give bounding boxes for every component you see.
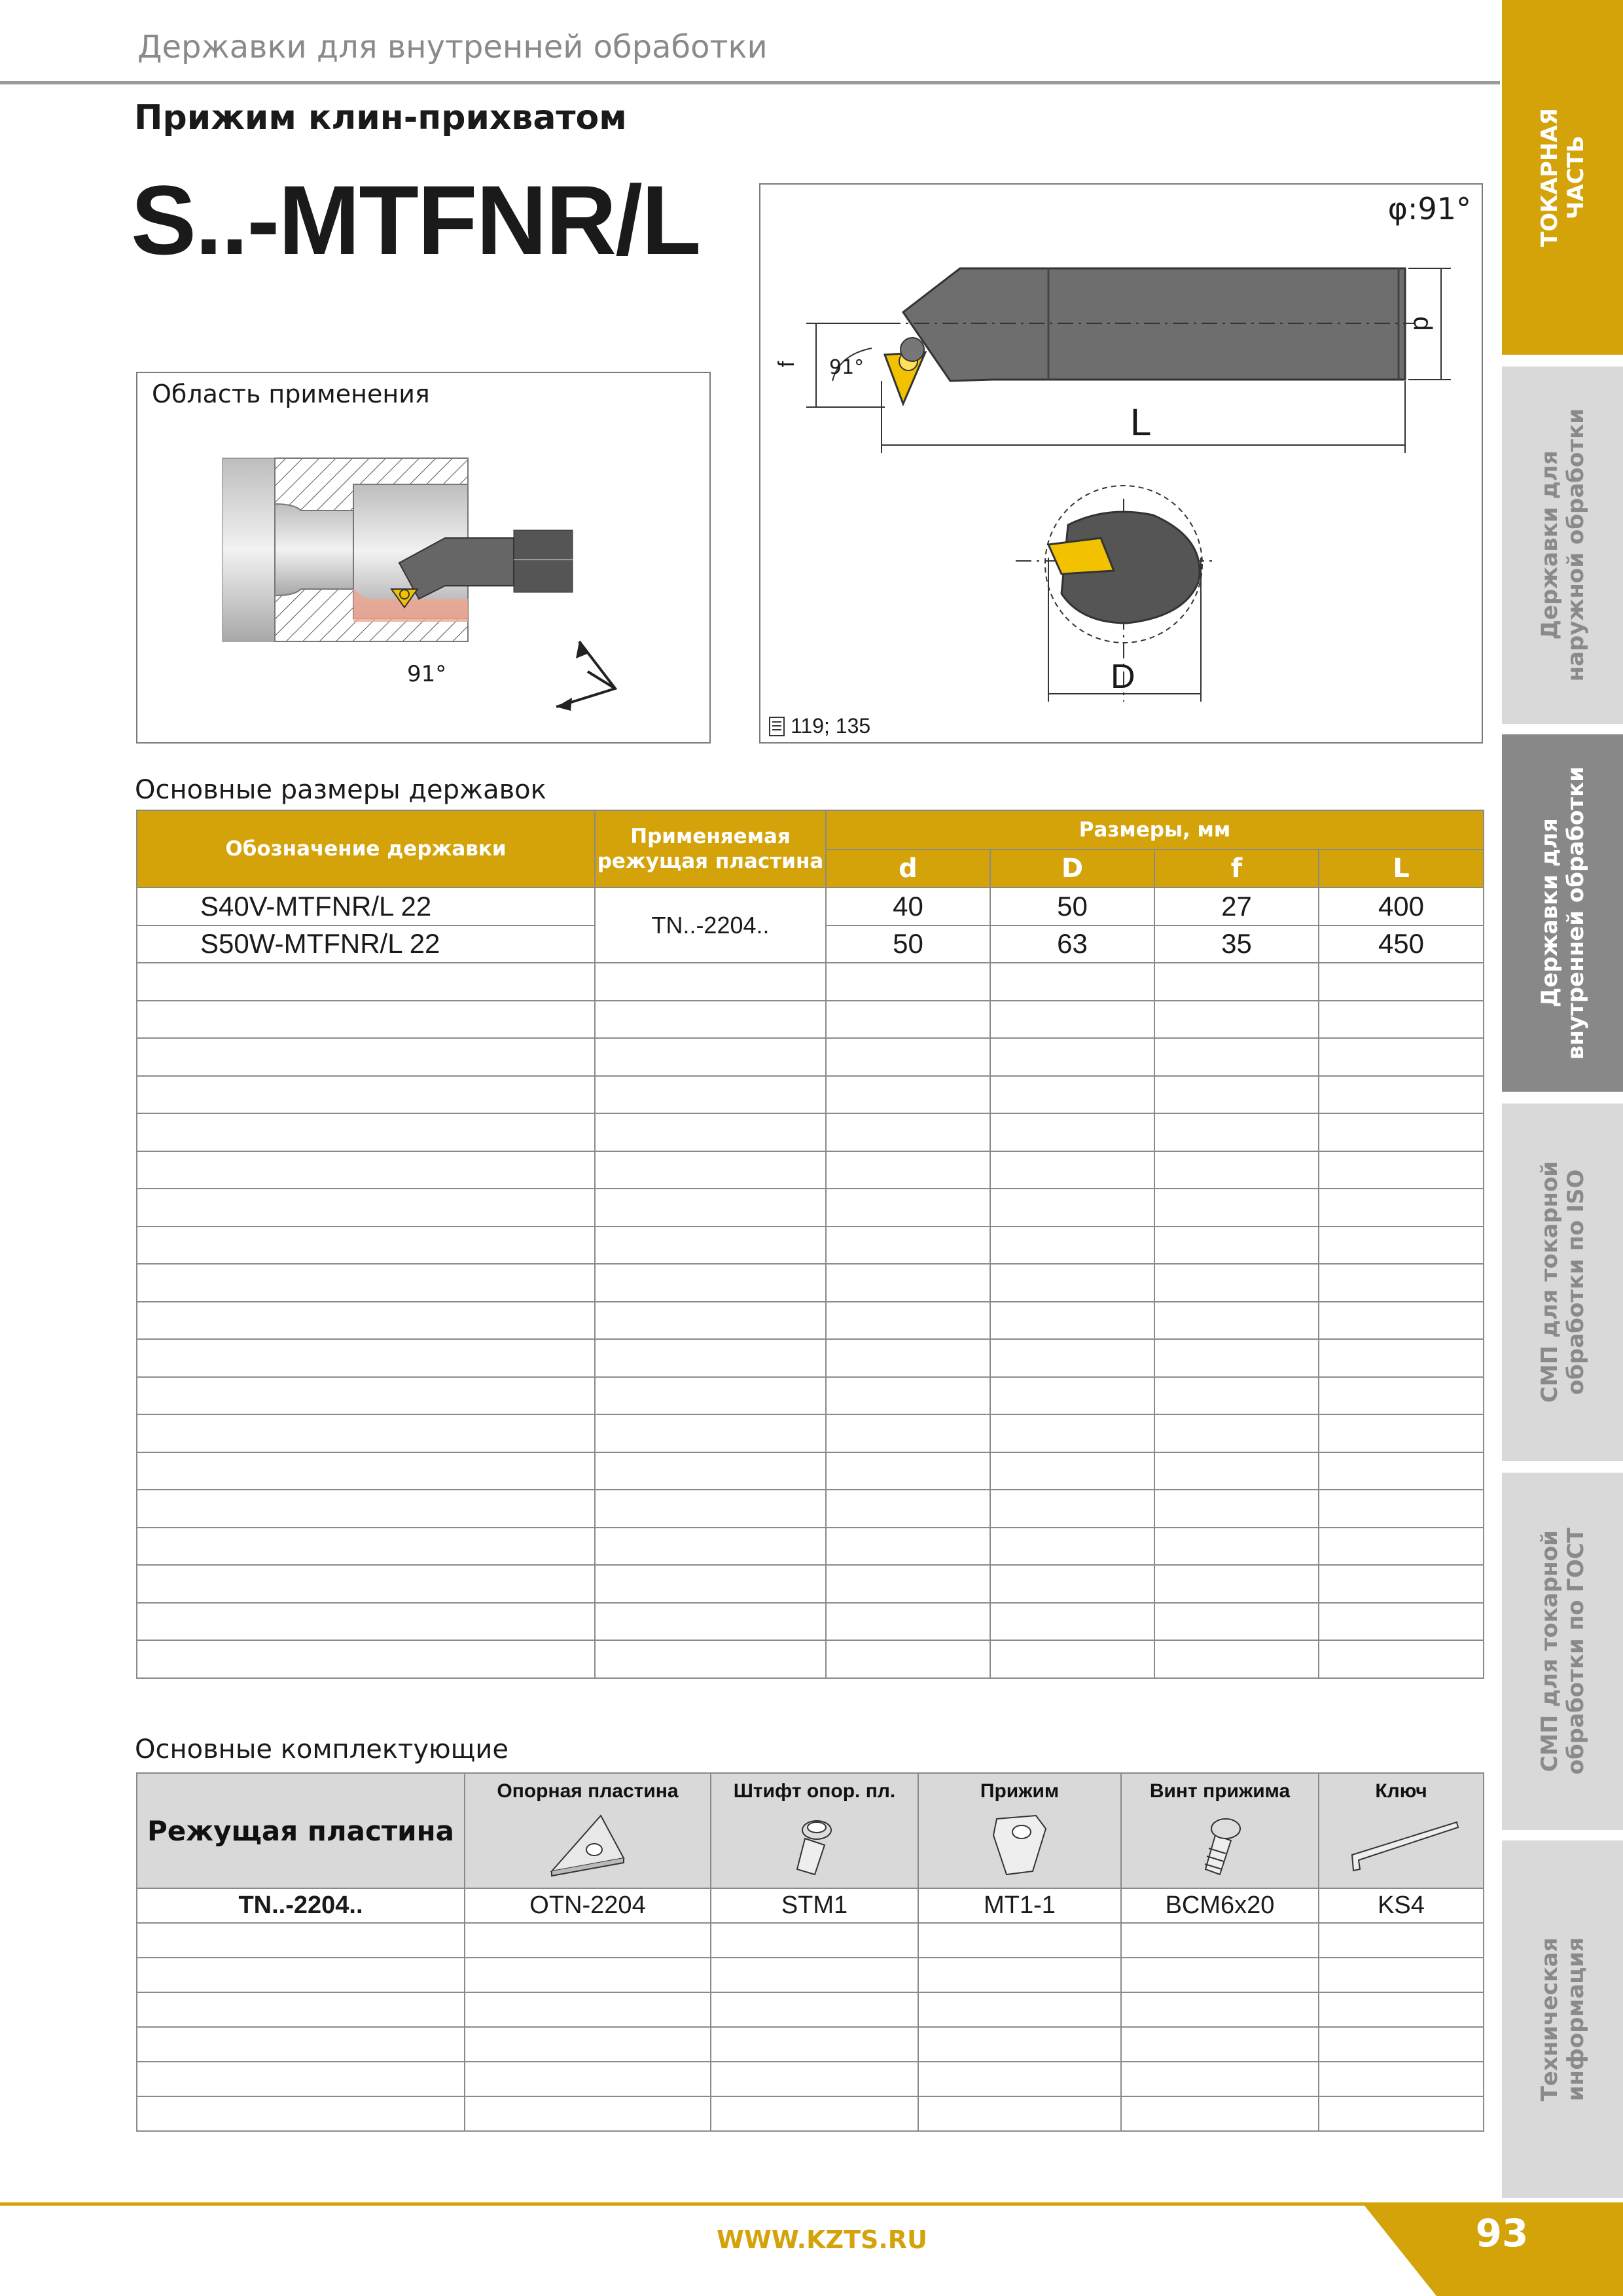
empty-cell	[1154, 1264, 1319, 1302]
empty-table-row	[137, 1113, 1484, 1151]
empty-cell	[1121, 2062, 1319, 2096]
document-icon	[768, 716, 785, 737]
empty-cell	[595, 1189, 826, 1227]
empty-cell	[826, 1528, 990, 1566]
empty-cell	[595, 1302, 826, 1340]
dimension-L-label: L	[1130, 401, 1152, 444]
empty-cell	[137, 1565, 595, 1603]
L-cell: 450	[1319, 925, 1484, 963]
empty-cell	[1319, 1992, 1484, 2027]
empty-cell	[1319, 1640, 1484, 1678]
empty-cell	[990, 1565, 1154, 1603]
empty-cell	[1319, 1414, 1484, 1452]
d-cell: 50	[826, 925, 990, 963]
application-area-box	[136, 372, 711, 744]
empty-cell	[1121, 1923, 1319, 1958]
empty-cell	[990, 1339, 1154, 1377]
empty-cell	[990, 1264, 1154, 1302]
empty-cell	[711, 2062, 918, 2096]
empty-cell	[826, 1302, 990, 1340]
insert-cell: TN..-2204..	[137, 1888, 465, 1923]
dimensions-table	[136, 810, 1484, 1679]
empty-cell	[990, 1189, 1154, 1227]
empty-cell	[990, 1001, 1154, 1039]
empty-cell	[1319, 1490, 1484, 1528]
empty-cell	[1121, 1992, 1319, 2027]
empty-table-row	[137, 1528, 1484, 1566]
side-tab-label: Державки для наружной обработки	[1536, 408, 1589, 682]
empty-cell	[826, 1452, 990, 1490]
empty-cell	[137, 1377, 595, 1415]
empty-cell	[137, 1001, 595, 1039]
empty-table-row	[137, 1151, 1484, 1189]
empty-cell	[918, 2096, 1121, 2131]
empty-cell	[465, 1923, 711, 1958]
empty-cell	[1154, 1490, 1319, 1528]
col-key-label: Ключ	[1375, 1780, 1427, 1802]
empty-table-row	[137, 963, 1484, 1001]
application-area-title: Область применения	[152, 380, 430, 408]
key-icon	[1339, 1809, 1463, 1881]
empty-cell	[1319, 1339, 1484, 1377]
empty-cell	[1154, 1227, 1319, 1265]
empty-cell	[595, 1377, 826, 1415]
col-d: d	[826, 850, 990, 888]
empty-cell	[1319, 1923, 1484, 1958]
empty-cell	[1121, 2096, 1319, 2131]
empty-cell	[826, 963, 990, 1001]
drawing-angle-label: 91°	[829, 356, 865, 379]
empty-table-row	[137, 1076, 1484, 1114]
col-shim-label: Опорная пластина	[497, 1780, 679, 1802]
empty-cell	[595, 1339, 826, 1377]
empty-cell	[465, 2027, 711, 2062]
empty-cell	[1319, 1302, 1484, 1340]
pin-cell: STM1	[711, 1888, 918, 1923]
empty-cell	[1319, 1565, 1484, 1603]
empty-cell	[826, 1640, 990, 1678]
empty-table-row	[137, 1377, 1484, 1415]
empty-cell	[137, 1151, 595, 1189]
empty-table-row	[137, 1001, 1484, 1039]
empty-cell	[595, 1603, 826, 1641]
empty-cell	[137, 1992, 465, 2027]
empty-cell	[137, 1113, 595, 1151]
side-tab-technical-info[interactable]	[1502, 1840, 1623, 2198]
empty-cell	[1319, 1377, 1484, 1415]
empty-table-row	[137, 1189, 1484, 1227]
empty-cell	[137, 2027, 465, 2062]
empty-cell	[1154, 1151, 1319, 1189]
empty-cell	[1154, 963, 1319, 1001]
header-title: Державки для внутренней обработки	[137, 29, 768, 65]
empty-cell	[595, 1076, 826, 1114]
empty-cell	[137, 1958, 465, 1992]
empty-table-row	[137, 1452, 1484, 1490]
shim-icon	[539, 1809, 637, 1881]
empty-cell	[137, 1528, 595, 1566]
empty-cell	[1154, 1339, 1319, 1377]
col-shim	[465, 1773, 711, 1888]
dimension-f-label: f	[774, 361, 800, 368]
shim-cell: OTN-2204	[465, 1888, 711, 1923]
empty-cell	[137, 1603, 595, 1641]
product-code: S..-MTFNR/L	[131, 165, 700, 275]
empty-cell	[1319, 2027, 1484, 2062]
empty-cell	[137, 1227, 595, 1265]
side-tab-external-holders[interactable]	[1502, 367, 1623, 724]
empty-cell	[826, 1565, 990, 1603]
empty-cell	[826, 1113, 990, 1151]
empty-cell	[595, 1452, 826, 1490]
empty-cell	[595, 1490, 826, 1528]
col-clamp-screw	[1121, 1773, 1319, 1888]
empty-cell	[1154, 1640, 1319, 1678]
empty-cell	[826, 1001, 990, 1039]
empty-cell	[711, 1958, 918, 1992]
approach-angle-label: φ:91°	[1387, 191, 1471, 226]
empty-cell	[137, 1414, 595, 1452]
reference-pages	[768, 714, 870, 738]
empty-cell	[1121, 2027, 1319, 2062]
empty-table-row	[137, 1958, 1484, 1992]
empty-cell	[1319, 1603, 1484, 1641]
col-cutting-insert: Режущая пластина	[137, 1773, 465, 1888]
side-tab-label: СМП для токарной обработки по ISO	[1536, 1161, 1589, 1403]
col-sizes: Размеры, мм	[826, 810, 1484, 850]
empty-cell	[595, 1414, 826, 1452]
empty-cell	[1319, 1227, 1484, 1265]
empty-table-row	[137, 1640, 1484, 1678]
empty-cell	[137, 1640, 595, 1678]
empty-cell	[826, 1490, 990, 1528]
empty-table-row	[137, 1038, 1484, 1076]
empty-cell	[1154, 1001, 1319, 1039]
clamp-icon	[984, 1809, 1056, 1881]
empty-cell	[990, 1302, 1154, 1340]
f-cell: 35	[1154, 925, 1319, 963]
d-cell: 40	[826, 888, 990, 925]
empty-cell	[595, 1038, 826, 1076]
empty-cell	[595, 1640, 826, 1678]
empty-cell	[595, 1113, 826, 1151]
empty-cell	[1319, 1264, 1484, 1302]
empty-cell	[711, 2096, 918, 2131]
empty-table-row	[137, 1603, 1484, 1641]
empty-cell	[1154, 1038, 1319, 1076]
col-pin-label: Штифт опор. пл.	[733, 1780, 896, 1802]
empty-cell	[137, 1452, 595, 1490]
empty-cell	[595, 1001, 826, 1039]
empty-table-row	[137, 2027, 1484, 2062]
col-D: D	[990, 850, 1154, 888]
empty-cell	[1154, 1414, 1319, 1452]
empty-cell	[826, 1076, 990, 1114]
application-angle-label: 91°	[407, 661, 447, 687]
empty-cell	[711, 1992, 918, 2027]
empty-cell	[1154, 1528, 1319, 1566]
empty-table-row	[137, 1565, 1484, 1603]
clamp-cell: MT1-1	[918, 1888, 1121, 1923]
empty-cell	[918, 1923, 1121, 1958]
empty-cell	[595, 1264, 826, 1302]
screw-icon	[1184, 1809, 1256, 1881]
empty-cell	[711, 1923, 918, 1958]
col-clamp-label: Прижим	[980, 1780, 1060, 1802]
empty-cell	[711, 2027, 918, 2062]
empty-cell	[595, 1227, 826, 1265]
empty-table-row	[137, 1339, 1484, 1377]
empty-cell	[1319, 1038, 1484, 1076]
empty-cell	[137, 2062, 465, 2096]
pin-icon	[779, 1809, 851, 1881]
empty-cell	[1154, 1452, 1319, 1490]
empty-cell	[1154, 1113, 1319, 1151]
empty-table-row	[137, 1992, 1484, 2027]
empty-cell	[990, 1076, 1154, 1114]
empty-cell	[826, 1414, 990, 1452]
side-tab-internal-holders[interactable]	[1502, 734, 1623, 1092]
table-row	[137, 888, 1484, 925]
empty-cell	[826, 1339, 990, 1377]
empty-cell	[1319, 1189, 1484, 1227]
empty-cell	[1319, 1151, 1484, 1189]
side-tab-turning[interactable]	[1502, 0, 1623, 355]
empty-cell	[826, 1227, 990, 1265]
empty-cell	[1319, 1528, 1484, 1566]
empty-cell	[918, 2027, 1121, 2062]
empty-cell	[826, 1377, 990, 1415]
empty-cell	[826, 1038, 990, 1076]
side-tab-label: СМП для токарной обработки по ГОСТ	[1536, 1528, 1589, 1775]
empty-cell	[465, 1992, 711, 2027]
empty-cell	[137, 1339, 595, 1377]
empty-cell	[1121, 1958, 1319, 1992]
empty-table-row	[137, 1264, 1484, 1302]
dims-table-caption: Основные размеры державок	[135, 775, 546, 805]
empty-cell	[990, 1528, 1154, 1566]
empty-table-row	[137, 1490, 1484, 1528]
empty-cell	[1154, 1076, 1319, 1114]
empty-cell	[137, 1038, 595, 1076]
parts-table-caption: Основные комплектующие	[135, 1734, 508, 1765]
side-tab-label: Техническая информация	[1536, 1937, 1589, 2102]
empty-table-row	[137, 1414, 1484, 1452]
empty-cell	[990, 1151, 1154, 1189]
empty-cell	[990, 1227, 1154, 1265]
L-cell: 400	[1319, 888, 1484, 925]
empty-cell	[918, 1992, 1121, 2027]
designation-cell: S50W-MTFNR/L 22	[137, 925, 595, 963]
empty-cell	[1154, 1377, 1319, 1415]
empty-table-row	[137, 2062, 1484, 2096]
dimension-D-label: D	[1111, 658, 1135, 696]
empty-cell	[465, 2096, 711, 2131]
technical-drawing-box	[759, 183, 1483, 744]
empty-cell	[990, 1113, 1154, 1151]
empty-table-row	[137, 1923, 1484, 1958]
empty-cell	[1319, 1001, 1484, 1039]
insert-cell: TN..-2204..	[595, 888, 826, 963]
empty-cell	[990, 1452, 1154, 1490]
empty-cell	[990, 1603, 1154, 1641]
empty-cell	[595, 1565, 826, 1603]
col-f: f	[1154, 850, 1319, 888]
D-cell: 50	[990, 888, 1154, 925]
empty-cell	[990, 1038, 1154, 1076]
empty-cell	[1154, 1302, 1319, 1340]
empty-cell	[990, 963, 1154, 1001]
col-clamp	[918, 1773, 1121, 1888]
screw-cell: BCM6x20	[1121, 1888, 1319, 1923]
f-cell: 27	[1154, 888, 1319, 925]
section-title: Прижим клин-прихватом	[134, 98, 627, 137]
empty-cell	[1319, 1452, 1484, 1490]
empty-cell	[826, 1151, 990, 1189]
empty-cell	[990, 1640, 1154, 1678]
empty-cell	[137, 963, 595, 1001]
col-designation: Обозначение державки	[137, 810, 595, 888]
empty-cell	[1154, 1189, 1319, 1227]
empty-cell	[595, 1151, 826, 1189]
empty-cell	[990, 1490, 1154, 1528]
col-key	[1319, 1773, 1484, 1888]
empty-cell	[1319, 1076, 1484, 1114]
empty-cell	[595, 963, 826, 1001]
empty-table-row	[137, 2096, 1484, 2131]
col-L: L	[1319, 850, 1484, 888]
empty-cell	[465, 1958, 711, 1992]
empty-cell	[826, 1264, 990, 1302]
empty-cell	[1319, 1113, 1484, 1151]
empty-cell	[137, 1189, 595, 1227]
key-cell: KS4	[1319, 1888, 1484, 1923]
empty-cell	[1319, 1958, 1484, 1992]
footer-url[interactable]: WWW.KZTS.RU	[717, 2225, 927, 2254]
side-tab-label: ТОКАРНАЯ ЧАСТЬ	[1536, 107, 1589, 247]
empty-cell	[918, 2062, 1121, 2096]
empty-cell	[990, 1377, 1154, 1415]
components-table	[136, 1772, 1484, 2132]
empty-cell	[137, 1076, 595, 1114]
header-divider	[0, 81, 1500, 84]
empty-cell	[1319, 2062, 1484, 2096]
empty-cell	[1319, 963, 1484, 1001]
empty-table-row	[137, 1302, 1484, 1340]
page-number: 93	[1475, 2211, 1529, 2255]
empty-cell	[137, 2096, 465, 2131]
side-tab-label: Державки для внутренней обработки	[1536, 766, 1589, 1060]
empty-cell	[826, 1189, 990, 1227]
empty-cell	[1154, 1565, 1319, 1603]
empty-cell	[990, 1414, 1154, 1452]
empty-cell	[137, 1923, 465, 1958]
empty-cell	[595, 1528, 826, 1566]
empty-cell	[1319, 2096, 1484, 2131]
empty-cell	[1154, 1603, 1319, 1641]
empty-cell	[137, 1264, 595, 1302]
col-insert: Применяемая режущая пластина	[595, 810, 826, 888]
reference-pages-text: 119; 135	[791, 714, 871, 738]
dimension-d-label: d	[1408, 316, 1437, 331]
empty-cell	[465, 2062, 711, 2096]
empty-cell	[137, 1490, 595, 1528]
empty-table-row	[137, 1227, 1484, 1265]
designation-cell: S40V-MTFNR/L 22	[137, 888, 595, 925]
col-clamp-screw-label: Винт прижима	[1149, 1780, 1291, 1802]
empty-cell	[826, 1603, 990, 1641]
empty-cell	[918, 1958, 1121, 1992]
col-pin	[711, 1773, 918, 1888]
side-tab-iso-inserts[interactable]	[1502, 1103, 1623, 1461]
table-row	[137, 1888, 1484, 1923]
D-cell: 63	[990, 925, 1154, 963]
side-tab-gost-inserts[interactable]	[1502, 1473, 1623, 1830]
empty-cell	[137, 1302, 595, 1340]
